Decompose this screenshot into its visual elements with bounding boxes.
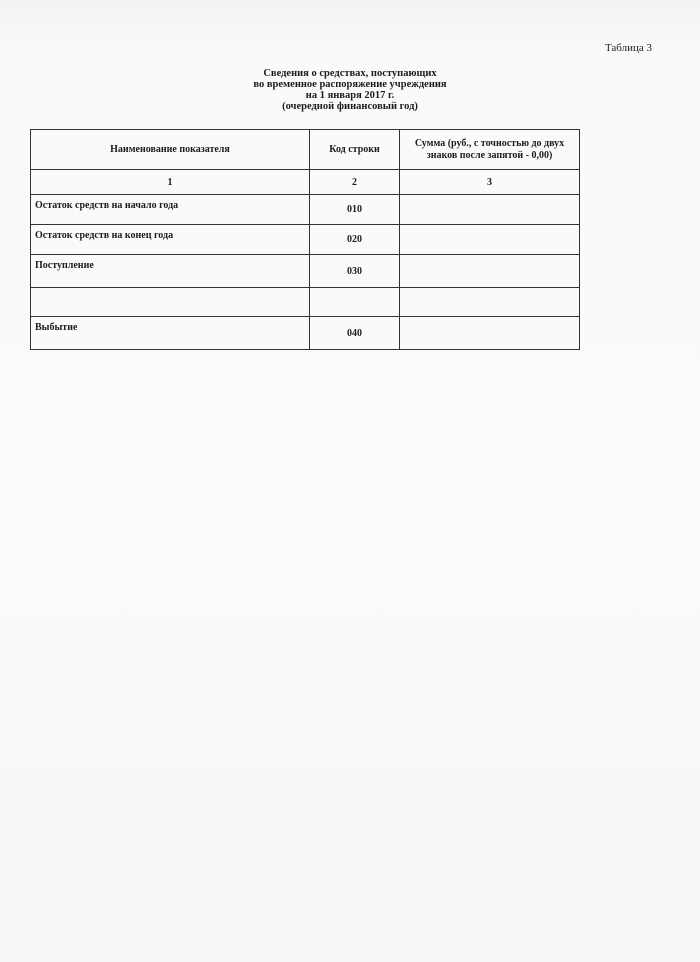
row-sum (400, 195, 580, 225)
row-name: Выбытие (31, 317, 310, 350)
table-row (31, 288, 580, 317)
header-indicator-name: Наименование показателя (31, 130, 310, 170)
row-name: Поступление (31, 255, 310, 288)
column-numbers-row (31, 170, 580, 195)
funds-table (30, 129, 580, 350)
title-line: Сведения о средствах, поступающих (263, 68, 437, 79)
row-code (310, 288, 400, 317)
column-number: 1 (31, 170, 310, 195)
column-number: 3 (400, 170, 580, 195)
row-sum (400, 225, 580, 255)
row-code: 010 (310, 195, 400, 225)
row-code: 040 (310, 317, 400, 350)
row-name (31, 288, 310, 317)
table-header-row (31, 130, 580, 170)
table-row (31, 255, 580, 288)
row-code: 030 (310, 255, 400, 288)
table-row (31, 317, 580, 350)
title-line: на 1 января 2017 г. (305, 90, 395, 101)
table-row (31, 195, 580, 225)
header-line-code: Код строки (310, 130, 400, 170)
row-sum (400, 255, 580, 288)
row-sum (400, 288, 580, 317)
table-label: Таблица 3 (604, 42, 652, 54)
document-title (0, 68, 700, 112)
column-number: 2 (310, 170, 400, 195)
title-line: во временное распоряжение учреждения (253, 79, 447, 90)
header-sum: Сумма (руб., с точностью до двух знаков после запятой - 0,00) (400, 130, 580, 170)
table-row (31, 225, 580, 255)
row-sum (400, 317, 580, 350)
row-name: Остаток средств на конец года (31, 225, 310, 255)
row-name: Остаток средств на начало года (31, 195, 310, 225)
row-code: 020 (310, 225, 400, 255)
title-line: (очередной финансовый год) (282, 101, 418, 112)
